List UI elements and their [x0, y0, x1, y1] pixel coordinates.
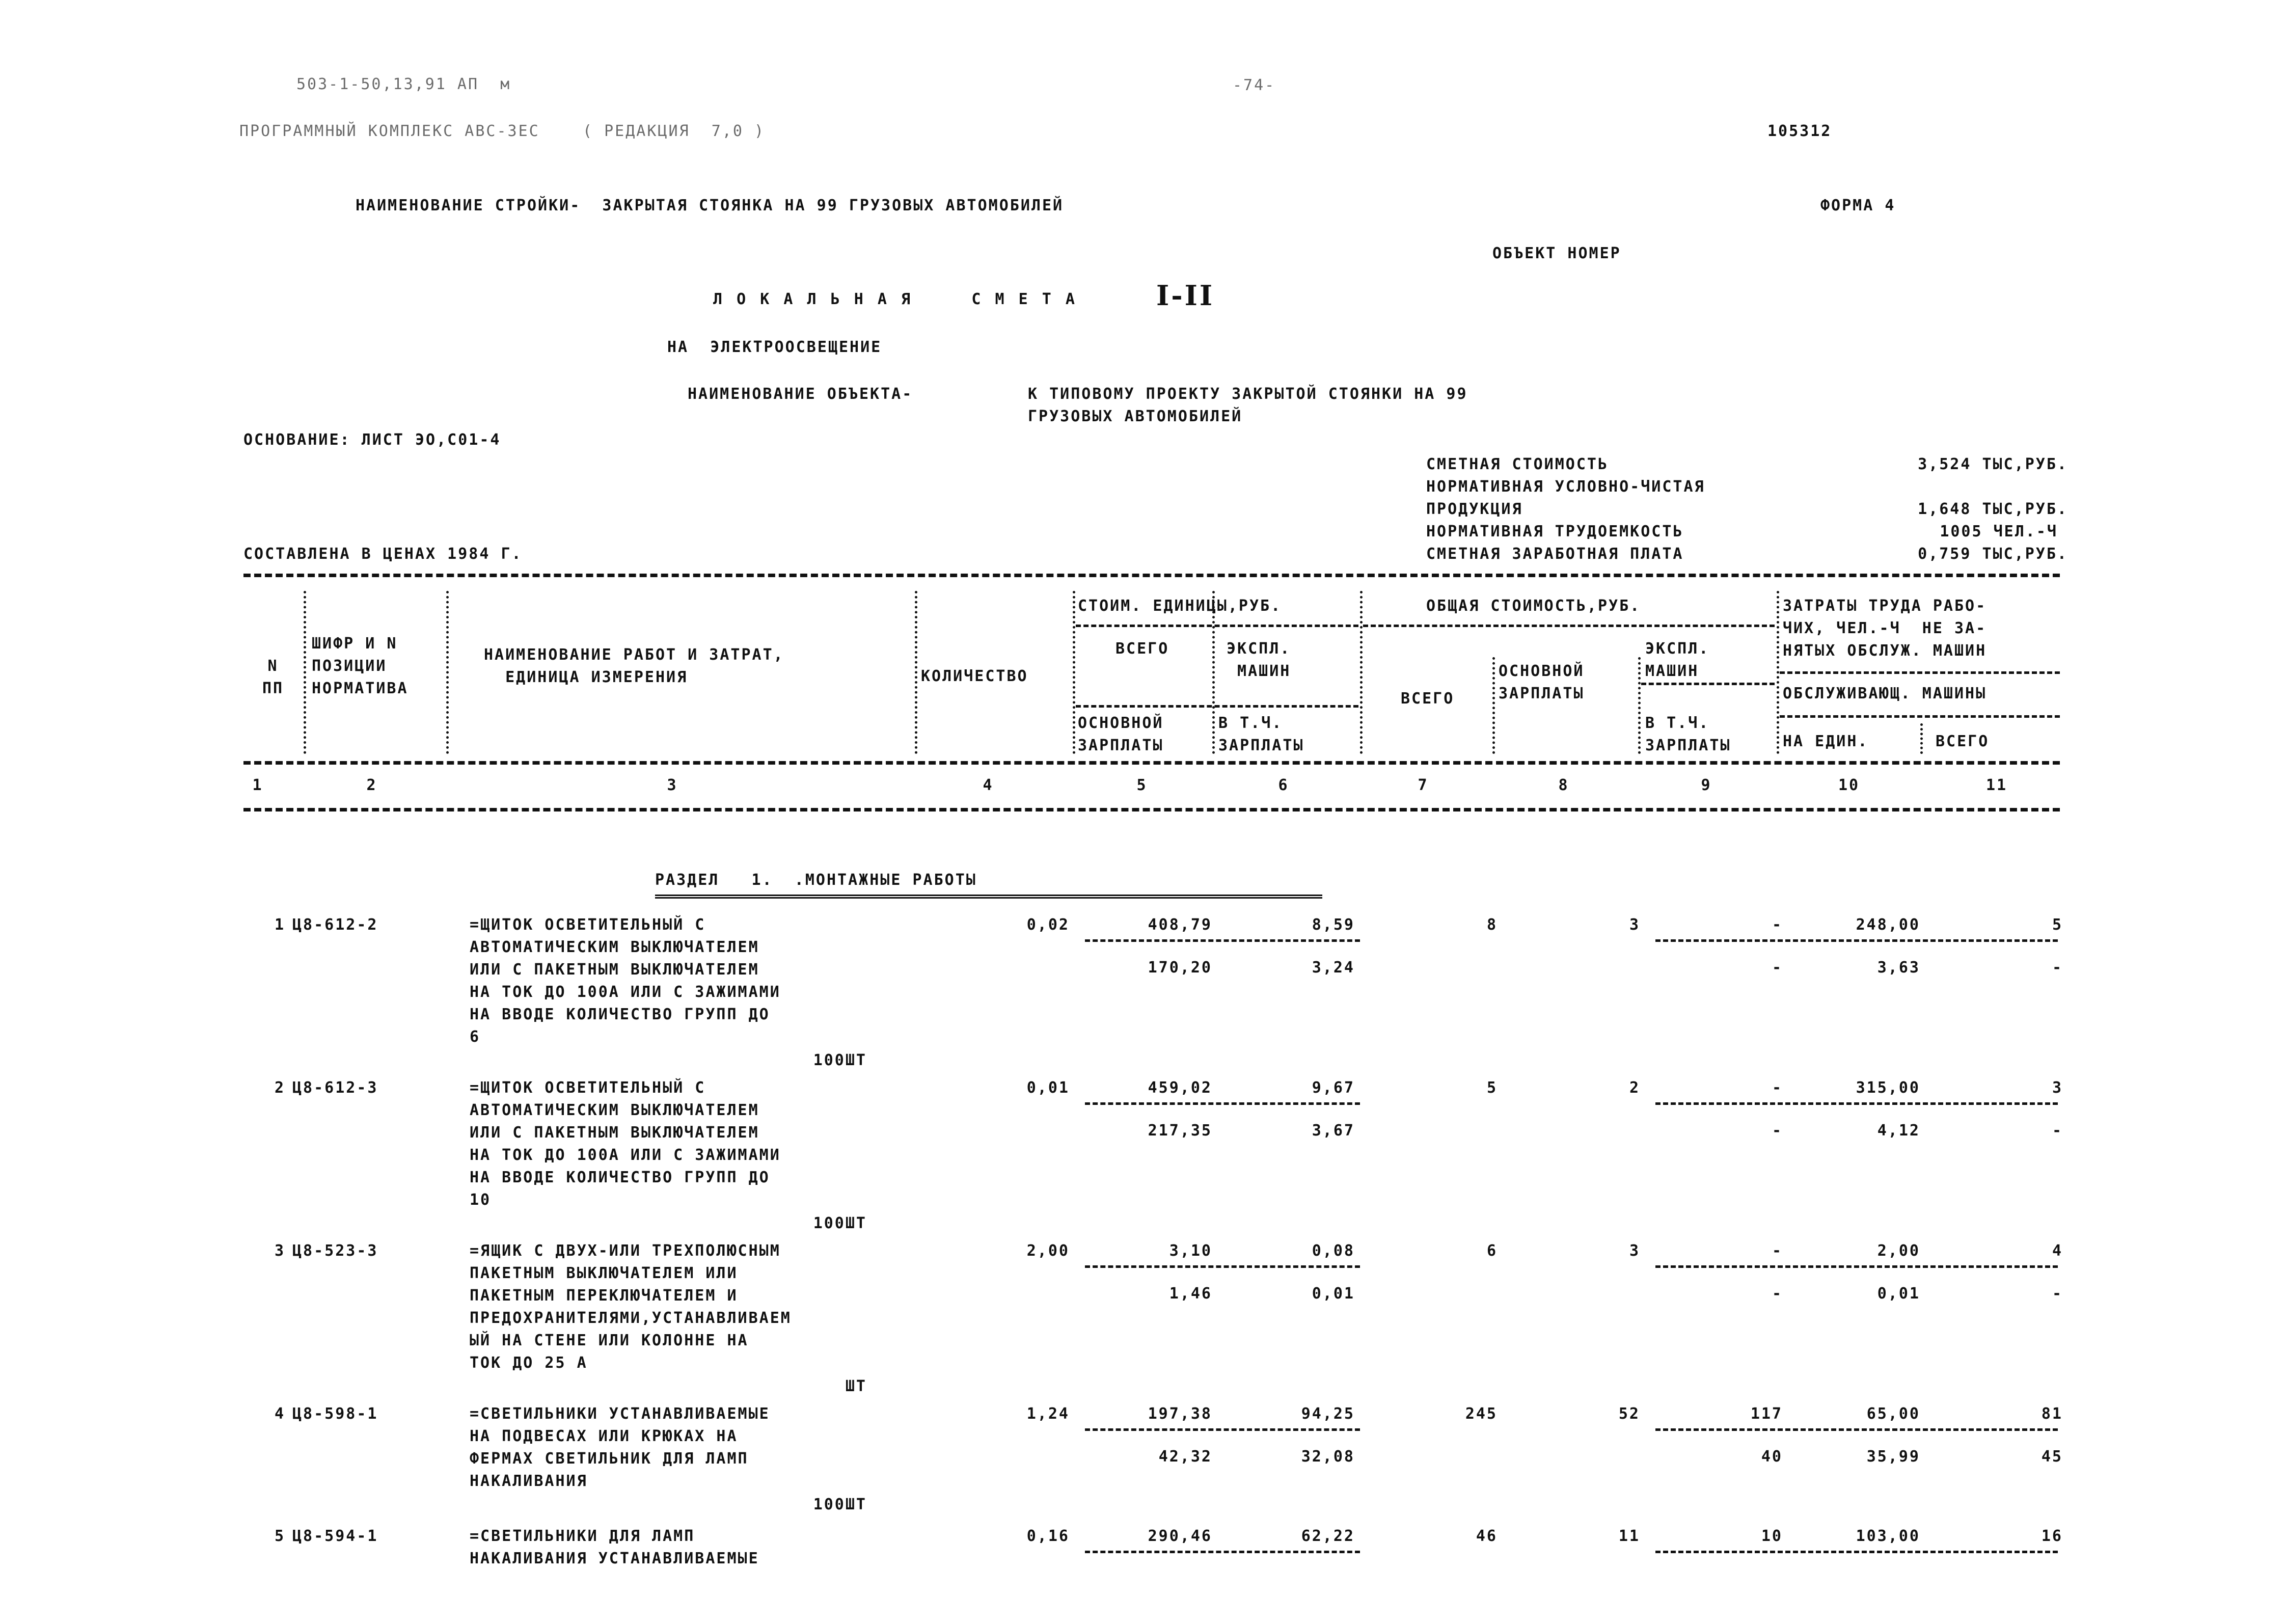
row-total-rule [1655, 1102, 2058, 1105]
summary-label-5: СМЕТНАЯ ЗАРАБОТНАЯ ПЛАТА [1426, 545, 1684, 563]
prices-year: СОСТАВЛЕНА В ЦЕНАХ 1984 Г. [243, 545, 523, 563]
form-label: ФОРМА 4 [1820, 197, 1896, 214]
object-name-line2: ГРУЗОВЫХ АВТОМОБИЛЕЙ [1028, 408, 1243, 425]
row-labor-per-unit: 248,00 [1856, 916, 1920, 934]
section-title: РАЗДЕЛ 1. .МОНТАЖНЫЕ РАБОТЫ [655, 871, 977, 889]
row-unit-machine-wage: 32,08 [1301, 1448, 1355, 1466]
row-labor-machine-total: - [2052, 1122, 2063, 1140]
column-number: 7 [1418, 776, 1429, 794]
row-total-machine-wage: - [1772, 1285, 1783, 1303]
row-total-machine-wage: 40 [1761, 1448, 1783, 1466]
row-unit-machines: 0,08 [1312, 1242, 1355, 1260]
row-code: Ц8-598-1 [292, 1405, 378, 1423]
program-name: ПРОГРАММНЫЙ КОМПЛЕКС АВС-ЗЕС ( РЕДАКЦИЯ 7,0 ) [239, 122, 766, 140]
column-number: 6 [1278, 776, 1289, 794]
row-unit-total: 290,46 [1148, 1527, 1212, 1545]
row-total-machine-wage: - [1772, 959, 1783, 977]
row-unit-machines: 62,22 [1301, 1527, 1355, 1545]
header-col-name: НАИМЕНОВАНИЕ РАБОТ И ЗАТРАТ, ЕДИНИЦА ИЗМЕРЕНИЯ [484, 646, 784, 686]
header-unit-cost: СТОИМ. ЕДИНИЦЫ,РУБ. [1078, 597, 1282, 615]
summary-label-4: НОРМАТИВНАЯ ТРУДОЕМКОСТЬ [1426, 523, 1684, 540]
table-top-rule [243, 574, 2060, 577]
row-quantity: 0,16 [1026, 1527, 1070, 1545]
row-total-machines: - [1772, 916, 1783, 934]
header-rule-total-machines [1641, 683, 1775, 685]
row-description: =СВЕТИЛЬНИКИ УСТАНАВЛИВАЕМЫЕ НА ПОДВЕСАХ ИЛИ КРЮКАХ НА ФЕРМАХ СВЕТИЛЬНИК ДЛЯ ЛАМП НАКАЛИВАНИЯ [470, 1405, 770, 1490]
row-labor-machine-per-unit: 4,12 [1877, 1122, 1920, 1140]
row-unit-wage: 42,32 [1158, 1448, 1212, 1466]
header-total-incl-wage: В Т.Ч. ЗАРПЛАТЫ [1645, 714, 1731, 754]
row-unit: 100ШТ [813, 1214, 867, 1232]
header-total-cost: ОБЩАЯ СТОИМОСТЬ,РУБ. [1426, 597, 1641, 615]
header-rule-total-cost [1363, 625, 1775, 627]
row-total-rule [1655, 1428, 2058, 1431]
table-header-rule [243, 761, 2060, 765]
header-rule-unit-cost [1076, 625, 1358, 627]
row-labor-machine-total: - [2052, 959, 2063, 977]
row-code: Ц8-612-2 [292, 916, 378, 934]
row-number: 2 [274, 1079, 285, 1097]
summary-value-4: 1005 ЧЕЛ.-Ч [1940, 523, 2058, 540]
table-columns-rule [243, 808, 2060, 811]
row-labor-total: 81 [2041, 1405, 2063, 1423]
row-total-rule [1655, 1551, 2058, 1553]
header-labor: ЗАТРАТЫ ТРУДА РАБО- ЧИХ, ЧЕЛ.-Ч НЕ ЗА- НЯТЫХ ОБСЛУЖ. МАШИН [1783, 597, 1987, 660]
row-code: Ц8-523-3 [292, 1242, 378, 1260]
row-unit-wage: 170,20 [1148, 959, 1212, 977]
column-number: 5 [1136, 776, 1148, 794]
row-unit: 100ШТ [813, 1496, 867, 1513]
row-total-machines: 10 [1761, 1527, 1783, 1545]
estimate-roman-number: I-II [1156, 279, 1215, 312]
object-name-line1: К ТИПОВОМУ ПРОЕКТУ ЗАКРЫТОЙ СТОЯНКИ НА 99 [1028, 385, 1468, 403]
header-total-machines: ЭКСПЛ. МАШИН [1645, 640, 1710, 680]
row-total-rule [1655, 939, 2058, 942]
row-unit-machines: 8,59 [1312, 916, 1355, 934]
row-code: Ц8-594-1 [292, 1527, 378, 1545]
row-total-rule [1655, 1265, 2058, 1268]
row-quantity: 1,24 [1026, 1405, 1070, 1423]
object-number-label: ОБЪЕКТ НОМЕР [1492, 245, 1621, 262]
document-number: 105312 [1767, 122, 1832, 140]
page-number: -74- [1233, 76, 1276, 94]
summary-value-5: 0,759 ТЫС,РУБ. [1918, 545, 2068, 563]
row-number: 5 [274, 1527, 285, 1545]
row-description: =СВЕТИЛЬНИКИ ДЛЯ ЛАМП НАКАЛИВАНИЯ УСТАНАВЛИВАЕМЫЕ [470, 1527, 759, 1567]
construction-name: НАИМЕНОВАНИЕ СТРОЙКИ- ЗАКРЫТАЯ СТОЯНКА НА 99 ГРУЗОВЫХ АВТОМОБИЛЕЙ [356, 197, 1064, 214]
section-title-underline [655, 895, 1322, 899]
row-total-wage: 2 [1629, 1079, 1640, 1097]
row-total: 6 [1486, 1242, 1498, 1260]
row-unit-rule [1085, 1551, 1360, 1553]
row-number: 1 [274, 916, 285, 934]
object-name-label: НАИМЕНОВАНИЕ ОБЪЕКТА- [688, 385, 913, 403]
estimate-title: Л О К А Л Ь Н А Я С М Е Т А [713, 290, 1077, 308]
header-col-qty: КОЛИЧЕСТВО [921, 667, 1028, 685]
row-total-machines: - [1772, 1079, 1783, 1097]
row-unit: ШТ [845, 1377, 867, 1395]
row-labor-total: 4 [2052, 1242, 2063, 1260]
header-labor-total: ВСЕГО [1936, 733, 1990, 750]
row-total-wage: 52 [1618, 1405, 1640, 1423]
row-labor-machine-total: 45 [2041, 1448, 2063, 1466]
summary-value-3: 1,648 ТЫС,РУБ. [1918, 500, 2068, 518]
row-unit-machines: 94,25 [1301, 1405, 1355, 1423]
row-number: 3 [274, 1242, 285, 1260]
row-total-machines: 117 [1750, 1405, 1783, 1423]
column-number: 9 [1701, 776, 1712, 794]
row-total-machine-wage: - [1772, 1122, 1783, 1140]
column-number: 11 [1985, 776, 2008, 794]
row-labor-per-unit: 65,00 [1866, 1405, 1920, 1423]
column-number: 8 [1558, 776, 1569, 794]
row-code: Ц8-612-3 [292, 1079, 378, 1097]
row-labor-per-unit: 103,00 [1856, 1527, 1920, 1545]
row-labor-total: 5 [2052, 916, 2063, 934]
header-col-code: ШИФР И N ПОЗИЦИИ НОРМАТИВА [312, 635, 409, 697]
row-unit-machine-wage: 0,01 [1312, 1285, 1355, 1303]
estimate-subtitle: НА ЭЛЕКТРООСВЕЩЕНИЕ [667, 338, 882, 356]
row-total-wage: 11 [1618, 1527, 1640, 1545]
header-total-all: ВСЕГО [1401, 690, 1455, 708]
header-labor-per-unit: НА ЕДИН. [1783, 733, 1869, 750]
row-quantity: 2,00 [1026, 1242, 1070, 1260]
row-total-machines: - [1772, 1242, 1783, 1260]
summary-label-2: НОРМАТИВНАЯ УСЛОВНО-ЧИСТАЯ [1426, 478, 1705, 496]
row-unit-wage: 217,35 [1148, 1122, 1212, 1140]
header-rule-labor-2 [1780, 715, 2060, 718]
row-unit-total: 459,02 [1148, 1079, 1212, 1097]
row-unit-total: 197,38 [1148, 1405, 1212, 1423]
header-rule-unit-wage [1076, 705, 1358, 708]
row-unit-total: 3,10 [1169, 1242, 1212, 1260]
row-total: 5 [1486, 1079, 1498, 1097]
column-number: 2 [366, 776, 377, 794]
header-unit-incl-wage: В Т.Ч. ЗАРПЛАТЫ [1218, 714, 1304, 754]
row-unit-machine-wage: 3,24 [1312, 959, 1355, 977]
row-labor-machine-total: - [2052, 1285, 2063, 1303]
row-labor-per-unit: 315,00 [1856, 1079, 1920, 1097]
row-unit-rule [1085, 939, 1360, 942]
row-total-wage: 3 [1629, 1242, 1640, 1260]
header-total-wage: ОСНОВНОЙ ЗАРПЛАТЫ [1499, 662, 1585, 702]
row-number: 4 [274, 1405, 285, 1423]
header-unit-total: ВСЕГО [1115, 640, 1169, 658]
document-code: 503-1-50,13,91 АП м [296, 75, 511, 93]
row-unit: 100ШТ [813, 1051, 867, 1069]
summary-label-1: СМЕТНАЯ СТОИМОСТЬ [1426, 455, 1609, 473]
header-unit-wage: ОСНОВНОЙ ЗАРПЛАТЫ [1078, 714, 1164, 754]
row-total: 8 [1486, 916, 1498, 934]
row-unit-wage: 1,46 [1169, 1285, 1212, 1303]
row-total: 46 [1476, 1527, 1498, 1545]
header-col-num: N ПП [262, 657, 284, 697]
row-total: 245 [1465, 1405, 1498, 1423]
row-description: =ЩИТОК ОСВЕТИТЕЛЬНЫЙ С АВТОМАТИЧЕСКИМ ВЫКЛЮЧАТЕЛЕМ ИЛИ С ПАКЕТНЫМ ВЫКЛЮЧАТЕЛЕМ НА ТОК ДО 100А ИЛИ С ЗАЖИМАМИ НА ВВОДЕ КОЛИЧЕСТВО ГРУПП ДО 10 [470, 1079, 781, 1209]
basis: ОСНОВАНИЕ: ЛИСТ ЭО,С01-4 [243, 431, 501, 449]
row-quantity: 0,02 [1026, 916, 1070, 934]
row-unit-machines: 9,67 [1312, 1079, 1355, 1097]
row-unit-machine-wage: 3,67 [1312, 1122, 1355, 1140]
summary-value-1: 3,524 ТЫС,РУБ. [1918, 455, 2068, 473]
row-labor-machine-per-unit: 35,99 [1866, 1448, 1920, 1466]
column-number: 4 [983, 776, 994, 794]
row-labor-machine-per-unit: 3,63 [1877, 959, 1920, 977]
row-description: =ЯЩИК С ДВУХ-ИЛИ ТРЕХПОЛЮСНЫМ ПАКЕТНЫМ ВЫКЛЮЧАТЕЛЕМ ИЛИ ПАКЕТНЫМ ПЕРЕКЛЮЧАТЕЛЕМ И ПРЕДОХРАНИТЕЛЯМИ,УСТАНАВЛИВАЕМ ЫЙ НА СТЕНЕ ИЛИ КОЛОННЕ НА ТОК ДО 25 А [470, 1242, 792, 1372]
column-number: 1 [252, 776, 263, 794]
column-number: 10 [1838, 776, 1860, 794]
row-labor-total: 16 [2041, 1527, 2063, 1545]
header-rule-labor-1 [1780, 671, 2060, 674]
row-labor-per-unit: 2,00 [1877, 1242, 1920, 1260]
summary-label-3: ПРОДУКЦИЯ [1426, 500, 1523, 518]
column-number: 3 [667, 776, 678, 794]
row-quantity: 0,01 [1026, 1079, 1070, 1097]
header-labor-machines: ОБСЛУЖИВАЮЩ. МАШИНЫ [1783, 685, 1987, 702]
row-unit-total: 408,79 [1148, 916, 1212, 934]
row-unit-rule [1085, 1428, 1360, 1431]
row-total-wage: 3 [1629, 916, 1640, 934]
row-labor-machine-per-unit: 0,01 [1877, 1285, 1920, 1303]
row-description: =ЩИТОК ОСВЕТИТЕЛЬНЫЙ С АВТОМАТИЧЕСКИМ ВЫКЛЮЧАТЕЛЕМ ИЛИ С ПАКЕТНЫМ ВЫКЛЮЧАТЕЛЕМ НА ТОК ДО 100А ИЛИ С ЗАЖИМАМИ НА ВВОДЕ КОЛИЧЕСТВО ГРУПП ДО 6 [470, 916, 781, 1046]
row-labor-total: 3 [2052, 1079, 2063, 1097]
row-unit-rule [1085, 1102, 1360, 1105]
header-unit-machines: ЭКСПЛ. МАШИН [1227, 640, 1291, 680]
row-unit-rule [1085, 1265, 1360, 1268]
